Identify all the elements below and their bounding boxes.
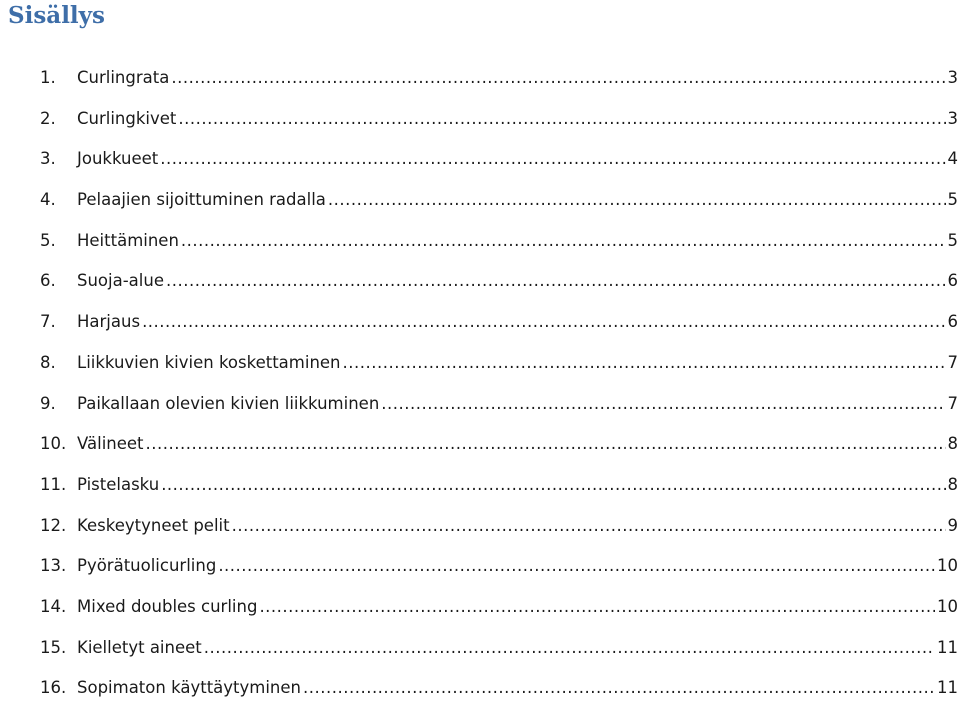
toc-entry-page[interactable]: 6: [947, 312, 958, 332]
toc-entry[interactable]: [40, 68, 958, 109]
toc-dot-leader: [259, 597, 935, 616]
toc-entry-text[interactable]: Mixed doubles curling: [77, 596, 258, 616]
toc-entry-number: 13.: [40, 556, 67, 576]
toc-entry-text[interactable]: Joukkueet: [77, 149, 159, 169]
toc-entry-number: 11.: [40, 474, 67, 494]
toc-entry[interactable]: [40, 475, 958, 516]
toc-entry-page[interactable]: 8: [947, 434, 958, 454]
toc-entry-text[interactable]: Välineet: [77, 434, 144, 454]
toc-entry-text[interactable]: Keskeytyneet pelit: [77, 515, 230, 535]
toc-entry[interactable]: [40, 109, 958, 150]
toc-entry-number: 3.: [40, 149, 56, 169]
toc-entry-page[interactable]: 6: [947, 271, 958, 291]
toc-entry-text[interactable]: Pistelasku: [77, 474, 160, 494]
toc-entry-page[interactable]: 8: [947, 474, 958, 494]
toc-entry-page[interactable]: 7: [947, 393, 958, 413]
toc-dot-leader: [328, 190, 946, 209]
toc-entry-page[interactable]: 9: [947, 515, 958, 535]
table-of-contents: [40, 68, 958, 719]
toc-dot-leader: [160, 149, 945, 168]
toc-entry-text[interactable]: Harjaus: [77, 312, 141, 332]
toc-entry-text[interactable]: Liikkuvien kivien koskettaminen: [77, 352, 341, 372]
toc-entry-page[interactable]: 5: [947, 230, 958, 250]
toc-dot-leader: [161, 475, 945, 494]
toc-entry[interactable]: [40, 394, 958, 435]
toc-entry-page[interactable]: 3: [947, 68, 958, 87]
toc-entry[interactable]: [40, 312, 958, 353]
toc-dot-leader: [166, 271, 946, 290]
toc-entry[interactable]: [40, 516, 958, 557]
toc-entry-number: 16.: [40, 678, 67, 698]
toc-entry-page[interactable]: 11: [937, 678, 958, 698]
toc-entry-text[interactable]: Sopimaton käyttäytyminen: [77, 678, 301, 698]
toc-entry[interactable]: [40, 597, 958, 638]
toc-entry-number: 12.: [40, 515, 67, 535]
toc-entry[interactable]: [40, 638, 958, 679]
toc-entry[interactable]: [40, 678, 958, 719]
toc-entry-page[interactable]: 10: [937, 556, 958, 576]
toc-entry-text[interactable]: Curlingkivet: [77, 108, 177, 128]
toc-entry-number: 15.: [40, 637, 67, 657]
toc-entry-page[interactable]: 7: [947, 352, 958, 372]
toc-entry-page[interactable]: 3: [947, 108, 958, 128]
toc-dot-leader: [218, 556, 935, 575]
toc-entry-number: 9.: [40, 393, 56, 413]
toc-entry-number: 5.: [40, 230, 56, 250]
toc-entry-text[interactable]: Paikallaan olevien kivien liikkuminen: [77, 393, 380, 413]
toc-entry[interactable]: [40, 231, 958, 272]
toc-entry[interactable]: [40, 556, 958, 597]
toc-dot-leader: [343, 353, 946, 372]
toc-dot-leader: [232, 516, 946, 535]
toc-entry[interactable]: [40, 434, 958, 475]
toc-entry-text[interactable]: Suoja-alue: [77, 271, 164, 291]
toc-dot-leader: [303, 678, 935, 697]
toc-entry-number: 14.: [40, 596, 67, 616]
toc-dot-leader: [142, 312, 945, 331]
toc-dot-leader: [204, 638, 935, 657]
toc-entry[interactable]: [40, 271, 958, 312]
toc-entry[interactable]: [40, 353, 958, 394]
toc-dot-leader: [171, 68, 945, 87]
toc-entry-number: 7.: [40, 312, 56, 332]
toc-dot-leader: [381, 394, 945, 413]
toc-entry[interactable]: [40, 190, 958, 231]
toc-entry-text[interactable]: Heittäminen: [77, 230, 179, 250]
toc-entry-text[interactable]: Curlingrata: [77, 68, 170, 87]
toc-entry-page[interactable]: 4: [947, 149, 958, 169]
toc-entry-page[interactable]: 5: [947, 190, 958, 210]
toc-entry-page[interactable]: 10: [937, 596, 958, 616]
toc-dot-leader: [178, 109, 945, 128]
toc-entry-number: 1.: [40, 68, 56, 87]
toc-entry-number: 10.: [40, 434, 67, 454]
toc-entry-text[interactable]: Pelaajien sijoittuminen radalla: [77, 190, 326, 210]
toc-entry-number: 6.: [40, 271, 56, 291]
toc-dot-leader: [181, 231, 946, 250]
toc-entry-number: 2.: [40, 108, 56, 128]
toc-entry-number: 8.: [40, 352, 56, 372]
toc-entry-number: 4.: [40, 190, 56, 210]
toc-dot-leader: [146, 434, 946, 453]
page-title: Sisällys: [8, 2, 105, 29]
toc-entry[interactable]: [40, 149, 958, 190]
toc-entry-page[interactable]: 11: [937, 637, 958, 657]
toc-entry-text[interactable]: Pyörätuolicurling: [77, 556, 217, 576]
toc-entry-text[interactable]: Kielletyt aineet: [77, 637, 202, 657]
